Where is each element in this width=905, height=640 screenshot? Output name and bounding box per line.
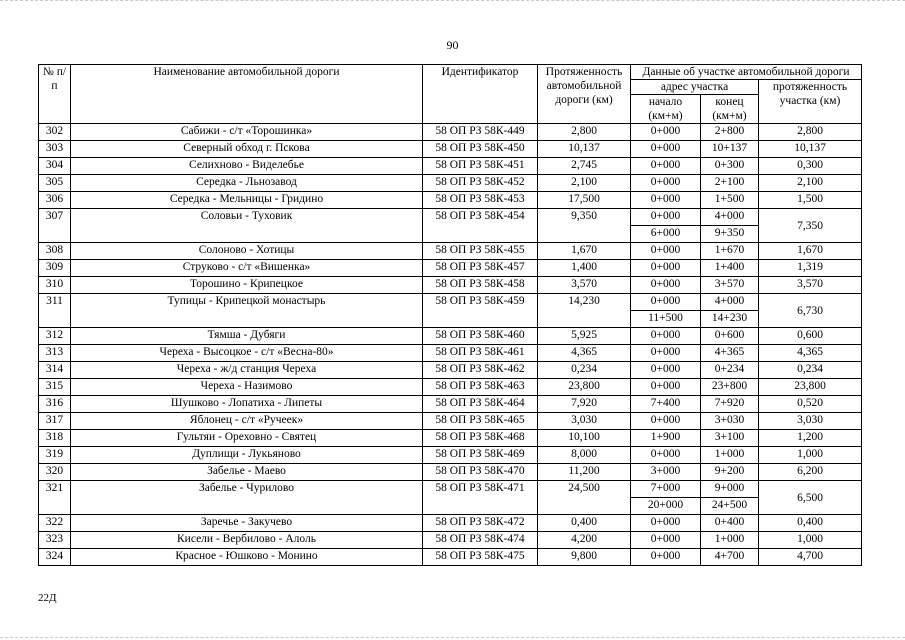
section-end: 2+800	[701, 124, 759, 141]
section-length: 3,570	[759, 277, 862, 294]
section-start: 1+900	[631, 430, 701, 447]
table-row	[39, 294, 862, 311]
road-name: Торошино - Крипецкое	[71, 277, 423, 294]
section-start: 0+000	[631, 260, 701, 277]
row-number: 320	[39, 464, 71, 481]
table-row	[39, 549, 862, 566]
table-row	[39, 328, 862, 345]
section-start: 20+000	[631, 498, 701, 515]
road-name: Забелье - Чурилово	[71, 481, 423, 515]
header-identifier: Идентификатор	[423, 65, 538, 124]
road-length: 9,350	[538, 209, 631, 243]
road-identifier: 58 ОП РЗ 58К-468	[423, 430, 538, 447]
section-start: 0+000	[631, 209, 701, 226]
header-end: конец (км+м)	[701, 95, 759, 124]
section-start: 0+000	[631, 515, 701, 532]
table-row	[39, 345, 862, 362]
section-start: 0+000	[631, 362, 701, 379]
section-end: 4+365	[701, 345, 759, 362]
row-number: 323	[39, 532, 71, 549]
road-identifier: 58 ОП РЗ 58К-474	[423, 532, 538, 549]
section-start: 0+000	[631, 243, 701, 260]
section-end: 1+670	[701, 243, 759, 260]
section-start: 0+000	[631, 532, 701, 549]
row-number: 319	[39, 447, 71, 464]
table-row	[39, 209, 862, 226]
row-number: 302	[39, 124, 71, 141]
section-length: 1,319	[759, 260, 862, 277]
road-name: Северный обход г. Пскова	[71, 141, 423, 158]
row-number: 317	[39, 413, 71, 430]
section-start: 0+000	[631, 294, 701, 311]
section-end: 0+300	[701, 158, 759, 175]
road-identifier: 58 ОП РЗ 58К-461	[423, 345, 538, 362]
section-end: 2+100	[701, 175, 759, 192]
section-start: 6+000	[631, 226, 701, 243]
road-length: 23,800	[538, 379, 631, 396]
row-number: 303	[39, 141, 71, 158]
road-length: 0,400	[538, 515, 631, 532]
row-number: 305	[39, 175, 71, 192]
section-end: 1+400	[701, 260, 759, 277]
road-length: 2,100	[538, 175, 631, 192]
road-length: 8,000	[538, 447, 631, 464]
road-identifier: 58 ОП РЗ 58К-452	[423, 175, 538, 192]
road-identifier: 58 ОП РЗ 58К-460	[423, 328, 538, 345]
row-number: 309	[39, 260, 71, 277]
road-name: Середка - Мельницы - Гридино	[71, 192, 423, 209]
section-start: 0+000	[631, 175, 701, 192]
footer-code: 22Д	[38, 592, 57, 604]
section-end: 4+000	[701, 294, 759, 311]
section-length: 10,137	[759, 141, 862, 158]
section-end: 7+920	[701, 396, 759, 413]
road-identifier: 58 ОП РЗ 58К-470	[423, 464, 538, 481]
row-number: 324	[39, 549, 71, 566]
page-number: 90	[446, 38, 459, 52]
section-length: 23,800	[759, 379, 862, 396]
section-end: 0+234	[701, 362, 759, 379]
road-length: 7,920	[538, 396, 631, 413]
road-name: Череха - Назимово	[71, 379, 423, 396]
road-length: 2,800	[538, 124, 631, 141]
section-start: 7+400	[631, 396, 701, 413]
section-end: 1+500	[701, 192, 759, 209]
section-end: 0+400	[701, 515, 759, 532]
road-name: Яблонец - с/т «Ручеек»	[71, 413, 423, 430]
road-length: 3,570	[538, 277, 631, 294]
road-length: 5,925	[538, 328, 631, 345]
road-name: Тямша - Дубяги	[71, 328, 423, 345]
table-row	[39, 124, 862, 141]
section-start: 0+000	[631, 141, 701, 158]
table-row	[39, 396, 862, 413]
road-identifier: 58 ОП РЗ 58К-471	[423, 481, 538, 515]
row-number: 308	[39, 243, 71, 260]
road-name: Соловьи - Туховик	[71, 209, 423, 243]
road-identifier: 58 ОП РЗ 58К-463	[423, 379, 538, 396]
section-start: 3+000	[631, 464, 701, 481]
table-row	[39, 243, 862, 260]
road-length: 0,234	[538, 362, 631, 379]
road-name: Струково - с/т «Вишенка»	[71, 260, 423, 277]
scan-top-edge	[0, 0, 905, 4]
table-row	[39, 362, 862, 379]
header-section-address: адрес участка	[631, 80, 759, 95]
section-end: 1+000	[701, 447, 759, 464]
road-name: Красное - Юшково - Монино	[71, 549, 423, 566]
road-identifier: 58 ОП РЗ 58К-462	[423, 362, 538, 379]
section-end: 3+570	[701, 277, 759, 294]
row-number: 311	[39, 294, 71, 328]
road-identifier: 58 ОП РЗ 58К-455	[423, 243, 538, 260]
roads-table	[38, 64, 862, 566]
header-section-data: Данные об участке автомобильной дороги	[631, 65, 862, 80]
table-row	[39, 192, 862, 209]
section-end: 3+030	[701, 413, 759, 430]
table-row	[39, 515, 862, 532]
section-end: 14+230	[701, 311, 759, 328]
section-length: 0,520	[759, 396, 862, 413]
table-row	[39, 532, 862, 549]
road-name: Солоново - Хотицы	[71, 243, 423, 260]
section-end: 10+137	[701, 141, 759, 158]
section-start: 0+000	[631, 413, 701, 430]
section-end: 0+600	[701, 328, 759, 345]
section-start: 0+000	[631, 124, 701, 141]
road-identifier: 58 ОП РЗ 58К-454	[423, 209, 538, 243]
section-length: 1,670	[759, 243, 862, 260]
table-row	[39, 175, 862, 192]
section-start: 0+000	[631, 447, 701, 464]
road-name: Дуплищи - Лукьяново	[71, 447, 423, 464]
table-row	[39, 141, 862, 158]
row-number: 315	[39, 379, 71, 396]
row-number: 306	[39, 192, 71, 209]
header-road-length: Протяженность автомобильной дороги (км)	[538, 65, 631, 124]
section-end: 4+000	[701, 209, 759, 226]
section-length: 0,600	[759, 328, 862, 345]
section-length: 4,700	[759, 549, 862, 566]
road-name: Селихново - Виделебье	[71, 158, 423, 175]
header-section-length: протяженность участка (км)	[759, 80, 862, 124]
road-identifier: 58 ОП РЗ 58К-465	[423, 413, 538, 430]
road-name: Гультяи - Ореховно - Святец	[71, 430, 423, 447]
road-length: 4,200	[538, 532, 631, 549]
section-start: 0+000	[631, 549, 701, 566]
section-end: 3+100	[701, 430, 759, 447]
road-length: 14,230	[538, 294, 631, 328]
section-end: 9+000	[701, 481, 759, 498]
road-name: Заречье - Закучево	[71, 515, 423, 532]
section-length: 7,350	[759, 209, 862, 243]
section-start: 0+000	[631, 158, 701, 175]
road-name: Череха - ж/д станция Череха	[71, 362, 423, 379]
road-identifier: 58 ОП РЗ 58К-469	[423, 447, 538, 464]
road-length: 17,500	[538, 192, 631, 209]
road-identifier: 58 ОП РЗ 58К-458	[423, 277, 538, 294]
section-length: 1,200	[759, 430, 862, 447]
road-length: 1,400	[538, 260, 631, 277]
section-length: 0,400	[759, 515, 862, 532]
header-num: № п/п	[39, 65, 71, 124]
section-start: 0+000	[631, 379, 701, 396]
table-row	[39, 464, 862, 481]
road-length: 2,745	[538, 158, 631, 175]
table-row	[39, 260, 862, 277]
section-start: 11+500	[631, 311, 701, 328]
road-length: 4,365	[538, 345, 631, 362]
road-identifier: 58 ОП РЗ 58К-457	[423, 260, 538, 277]
row-number: 310	[39, 277, 71, 294]
section-length: 4,365	[759, 345, 862, 362]
road-identifier: 58 ОП РЗ 58К-451	[423, 158, 538, 175]
section-start: 0+000	[631, 328, 701, 345]
road-name: Середка - Льнозавод	[71, 175, 423, 192]
row-number: 322	[39, 515, 71, 532]
road-length: 10,137	[538, 141, 631, 158]
road-length: 10,100	[538, 430, 631, 447]
road-name: Череха - Высоцкое - с/т «Весна-80»	[71, 345, 423, 362]
section-end: 23+800	[701, 379, 759, 396]
section-end: 9+200	[701, 464, 759, 481]
section-start: 0+000	[631, 277, 701, 294]
row-number: 313	[39, 345, 71, 362]
section-end: 9+350	[701, 226, 759, 243]
table-row	[39, 413, 862, 430]
section-length: 1,500	[759, 192, 862, 209]
road-identifier: 58 ОП РЗ 58К-472	[423, 515, 538, 532]
section-start: 0+000	[631, 345, 701, 362]
road-identifier: 58 ОП РЗ 58К-450	[423, 141, 538, 158]
row-number: 321	[39, 481, 71, 515]
table-row	[39, 447, 862, 464]
road-length: 11,200	[538, 464, 631, 481]
section-start: 0+000	[631, 192, 701, 209]
section-end: 4+700	[701, 549, 759, 566]
road-name: Шушково - Лопатиха - Липеты	[71, 396, 423, 413]
road-identifier: 58 ОП РЗ 58К-464	[423, 396, 538, 413]
road-length: 3,030	[538, 413, 631, 430]
section-length: 2,800	[759, 124, 862, 141]
road-identifier: 58 ОП РЗ 58К-475	[423, 549, 538, 566]
row-number: 318	[39, 430, 71, 447]
section-length: 1,000	[759, 447, 862, 464]
table-row	[39, 158, 862, 175]
road-length: 1,670	[538, 243, 631, 260]
section-end: 24+500	[701, 498, 759, 515]
road-name: Тупицы - Крипецкой монастырь	[71, 294, 423, 328]
table-row	[39, 481, 862, 498]
section-start: 7+000	[631, 481, 701, 498]
table-row	[39, 430, 862, 447]
table-row	[39, 277, 862, 294]
road-identifier: 58 ОП РЗ 58К-453	[423, 192, 538, 209]
row-number: 307	[39, 209, 71, 243]
row-number: 314	[39, 362, 71, 379]
row-number: 316	[39, 396, 71, 413]
row-number: 312	[39, 328, 71, 345]
section-length: 6,500	[759, 481, 862, 515]
section-length: 2,100	[759, 175, 862, 192]
section-length: 6,730	[759, 294, 862, 328]
header-start: начало (км+м)	[631, 95, 701, 124]
road-identifier: 58 ОП РЗ 58К-459	[423, 294, 538, 328]
table-row	[39, 379, 862, 396]
row-number: 304	[39, 158, 71, 175]
table-body	[39, 124, 862, 566]
road-length: 9,800	[538, 549, 631, 566]
section-length: 1,000	[759, 532, 862, 549]
header-road-name: Наименование автомобильной дороги	[71, 65, 423, 124]
section-length: 6,200	[759, 464, 862, 481]
road-name: Сабижи - с/т «Торошинка»	[71, 124, 423, 141]
road-name: Забелье - Маево	[71, 464, 423, 481]
road-identifier: 58 ОП РЗ 58К-449	[423, 124, 538, 141]
scan-bottom-edge	[0, 635, 905, 638]
section-end: 1+000	[701, 532, 759, 549]
section-length: 0,234	[759, 362, 862, 379]
section-length: 0,300	[759, 158, 862, 175]
road-length: 24,500	[538, 481, 631, 515]
section-length: 3,030	[759, 413, 862, 430]
road-name: Кисели - Вербилово - Алоль	[71, 532, 423, 549]
